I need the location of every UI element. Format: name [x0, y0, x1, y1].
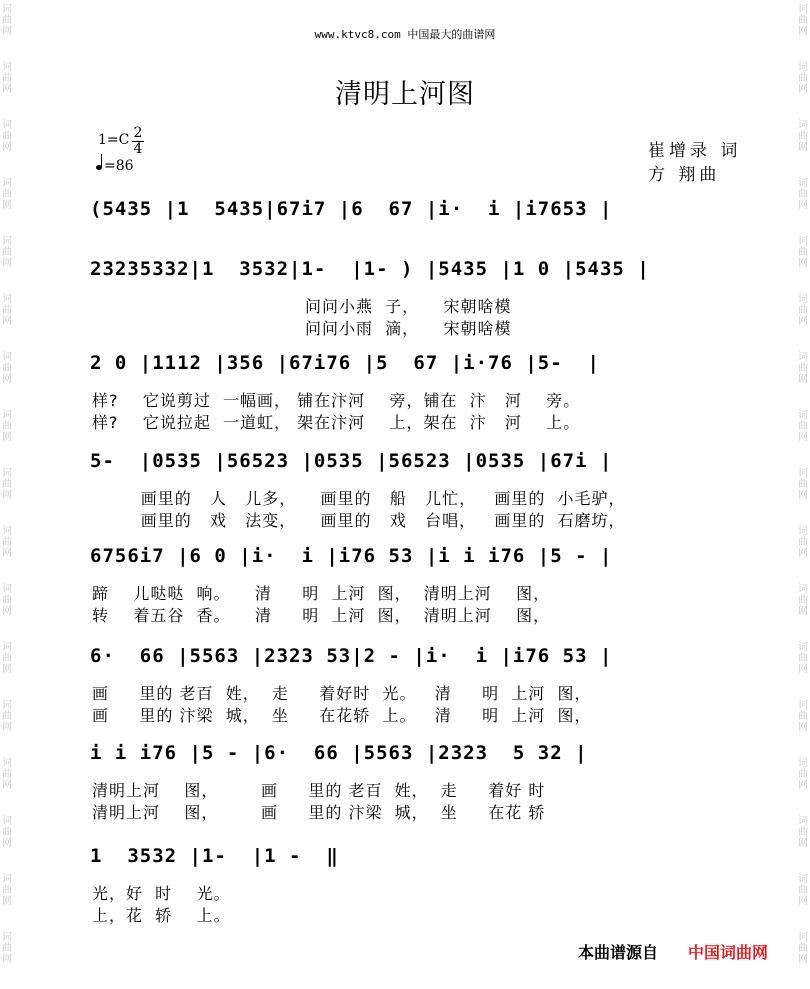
lyric-row: 上，花 轿 上。: [92, 906, 231, 925]
lyric-row: 蹄 儿哒哒 响。 清 明 上河 图， 清明上河 图，: [92, 584, 551, 603]
tempo-marking: =86: [96, 158, 134, 174]
lyric-row: 转 着五谷 香。 清 明 上河 图， 清明上河 图，: [92, 606, 551, 625]
lyric-row: 画 里的 老百 姓， 走 着好时 光。 清 明 上河 图，: [92, 684, 592, 703]
lyric-row: 样? 它说剪过 一幅画， 铺在汴河 旁，铺在 汴 河 旁。: [92, 391, 581, 410]
watermark-text: 词 曲 网: [2, 410, 12, 443]
lyric-row: 问问小雨 滴， 宋朝啥模: [92, 319, 512, 338]
song-title: 清明上河图: [335, 79, 475, 110]
watermark-text: 词 曲 网: [798, 700, 808, 733]
watermark-text: 词 曲 网: [798, 236, 808, 269]
notation-row: i i i76 |5 - |6· 66 |5563 |2323 5 32 |: [90, 742, 588, 764]
right-watermark-strip: [796, 0, 810, 989]
watermark-text: 词 曲 网: [798, 874, 808, 907]
watermark-text: 词 曲 网: [798, 816, 808, 849]
key-signature: 1=C: [98, 132, 130, 148]
watermark-text: 词 曲 网: [798, 4, 808, 37]
watermark-text: 词 曲 网: [2, 816, 12, 849]
watermark-text: 词 曲 网: [2, 700, 12, 733]
site-url: www.ktvc8.com 中国最大的曲谱网: [314, 28, 496, 41]
time-signature: [132, 126, 144, 157]
time-sig-top: 2: [133, 125, 143, 141]
footer-source-label: 本曲谱源自: [578, 943, 659, 962]
composer-credit: 方 翔曲: [648, 165, 721, 185]
lyric-row: 清明上河 图， 画 里的 老百 姓， 走 着好 时: [92, 781, 546, 800]
lyric-row: 样? 它说拉起 一道虹， 架在汴河 上，架在 汴 河 上。: [92, 413, 581, 432]
notation-row: (5435 |1 5435|67i7 |6 67 |i· i |i7653 |: [90, 198, 613, 220]
watermark-text: 词 曲 网: [798, 642, 808, 675]
notation-row: 1 3532 |1- |1 - ‖: [90, 845, 339, 867]
watermark-text: 词 曲 网: [2, 294, 12, 327]
watermark-text: 词 曲 网: [798, 62, 808, 95]
lyric-row: 问问小燕 子， 宋朝啥模: [92, 297, 512, 316]
footer-site-name: 中国词曲网: [688, 943, 769, 962]
lyric-row: 清明上河 图， 画 里的 汴梁 城， 坐 在花 轿: [92, 803, 546, 822]
watermark-text: 词 曲 网: [798, 120, 808, 153]
watermark-text: 词 曲 网: [798, 468, 808, 501]
quarter-note-icon: [96, 165, 102, 170]
lyric-row: 画里的 戏 法变， 画里的 戏 台唱， 画里的 石磨坊，: [92, 511, 626, 530]
watermark-text: 词 曲 网: [2, 468, 12, 501]
notation-row: 6756i7 |6 0 |i· i |i76 53 |i i i76 |5 - |: [90, 545, 613, 567]
lyric-row: 画里的 人 儿多， 画里的 船 儿忙， 画里的 小毛驴，: [92, 489, 626, 508]
notation-row: 2 0 |1112 |356 |67i76 |5 67 |i·76 |5- |: [90, 352, 600, 374]
watermark-text: 词 曲 网: [2, 932, 12, 965]
notation-row: 23235332|1 3532|1- |1- ) |5435 |1 0 |5435 |: [90, 258, 650, 280]
time-sig-bottom: 4: [133, 141, 143, 157]
watermark-text: 词 曲 网: [2, 62, 12, 95]
watermark-text: 词 曲 网: [2, 584, 12, 617]
lyric-row: 光，好 时 光。: [92, 884, 231, 903]
lyric-row: 画 里的 汴梁 城， 坐 在花轿 上。 清 明 上河 图，: [92, 706, 592, 725]
watermark-text: 词 曲 网: [798, 932, 808, 965]
watermark-text: 词 曲 网: [2, 178, 12, 211]
watermark-text: 词 曲 网: [798, 352, 808, 385]
lyricist-credit: 崔增录 词: [648, 141, 742, 161]
watermark-text: 词 曲 网: [798, 584, 808, 617]
watermark-text: 词 曲 网: [798, 410, 808, 443]
watermark-text: 词 曲 网: [2, 758, 12, 791]
watermark-text: 词 曲 网: [798, 178, 808, 211]
watermark-text: 词 曲 网: [2, 352, 12, 385]
watermark-text: 词 曲 网: [2, 642, 12, 675]
watermark-text: 词 曲 网: [2, 526, 12, 559]
watermark-text: 词 曲 网: [2, 236, 12, 269]
watermark-text: 词 曲 网: [798, 294, 808, 327]
notation-row: 6· 66 |5563 |2323 53|2 - |i· i |i76 53 |: [90, 645, 613, 667]
watermark-text: 词 曲 网: [2, 4, 12, 37]
watermark-text: 词 曲 网: [2, 120, 12, 153]
left-watermark-strip: [0, 0, 14, 989]
watermark-text: 词 曲 网: [2, 874, 12, 907]
notation-row: 5- |0535 |56523 |0535 |56523 |0535 |67i |: [90, 450, 613, 472]
watermark-text: 词 曲 网: [798, 758, 808, 791]
watermark-text: 词 曲 网: [798, 526, 808, 559]
